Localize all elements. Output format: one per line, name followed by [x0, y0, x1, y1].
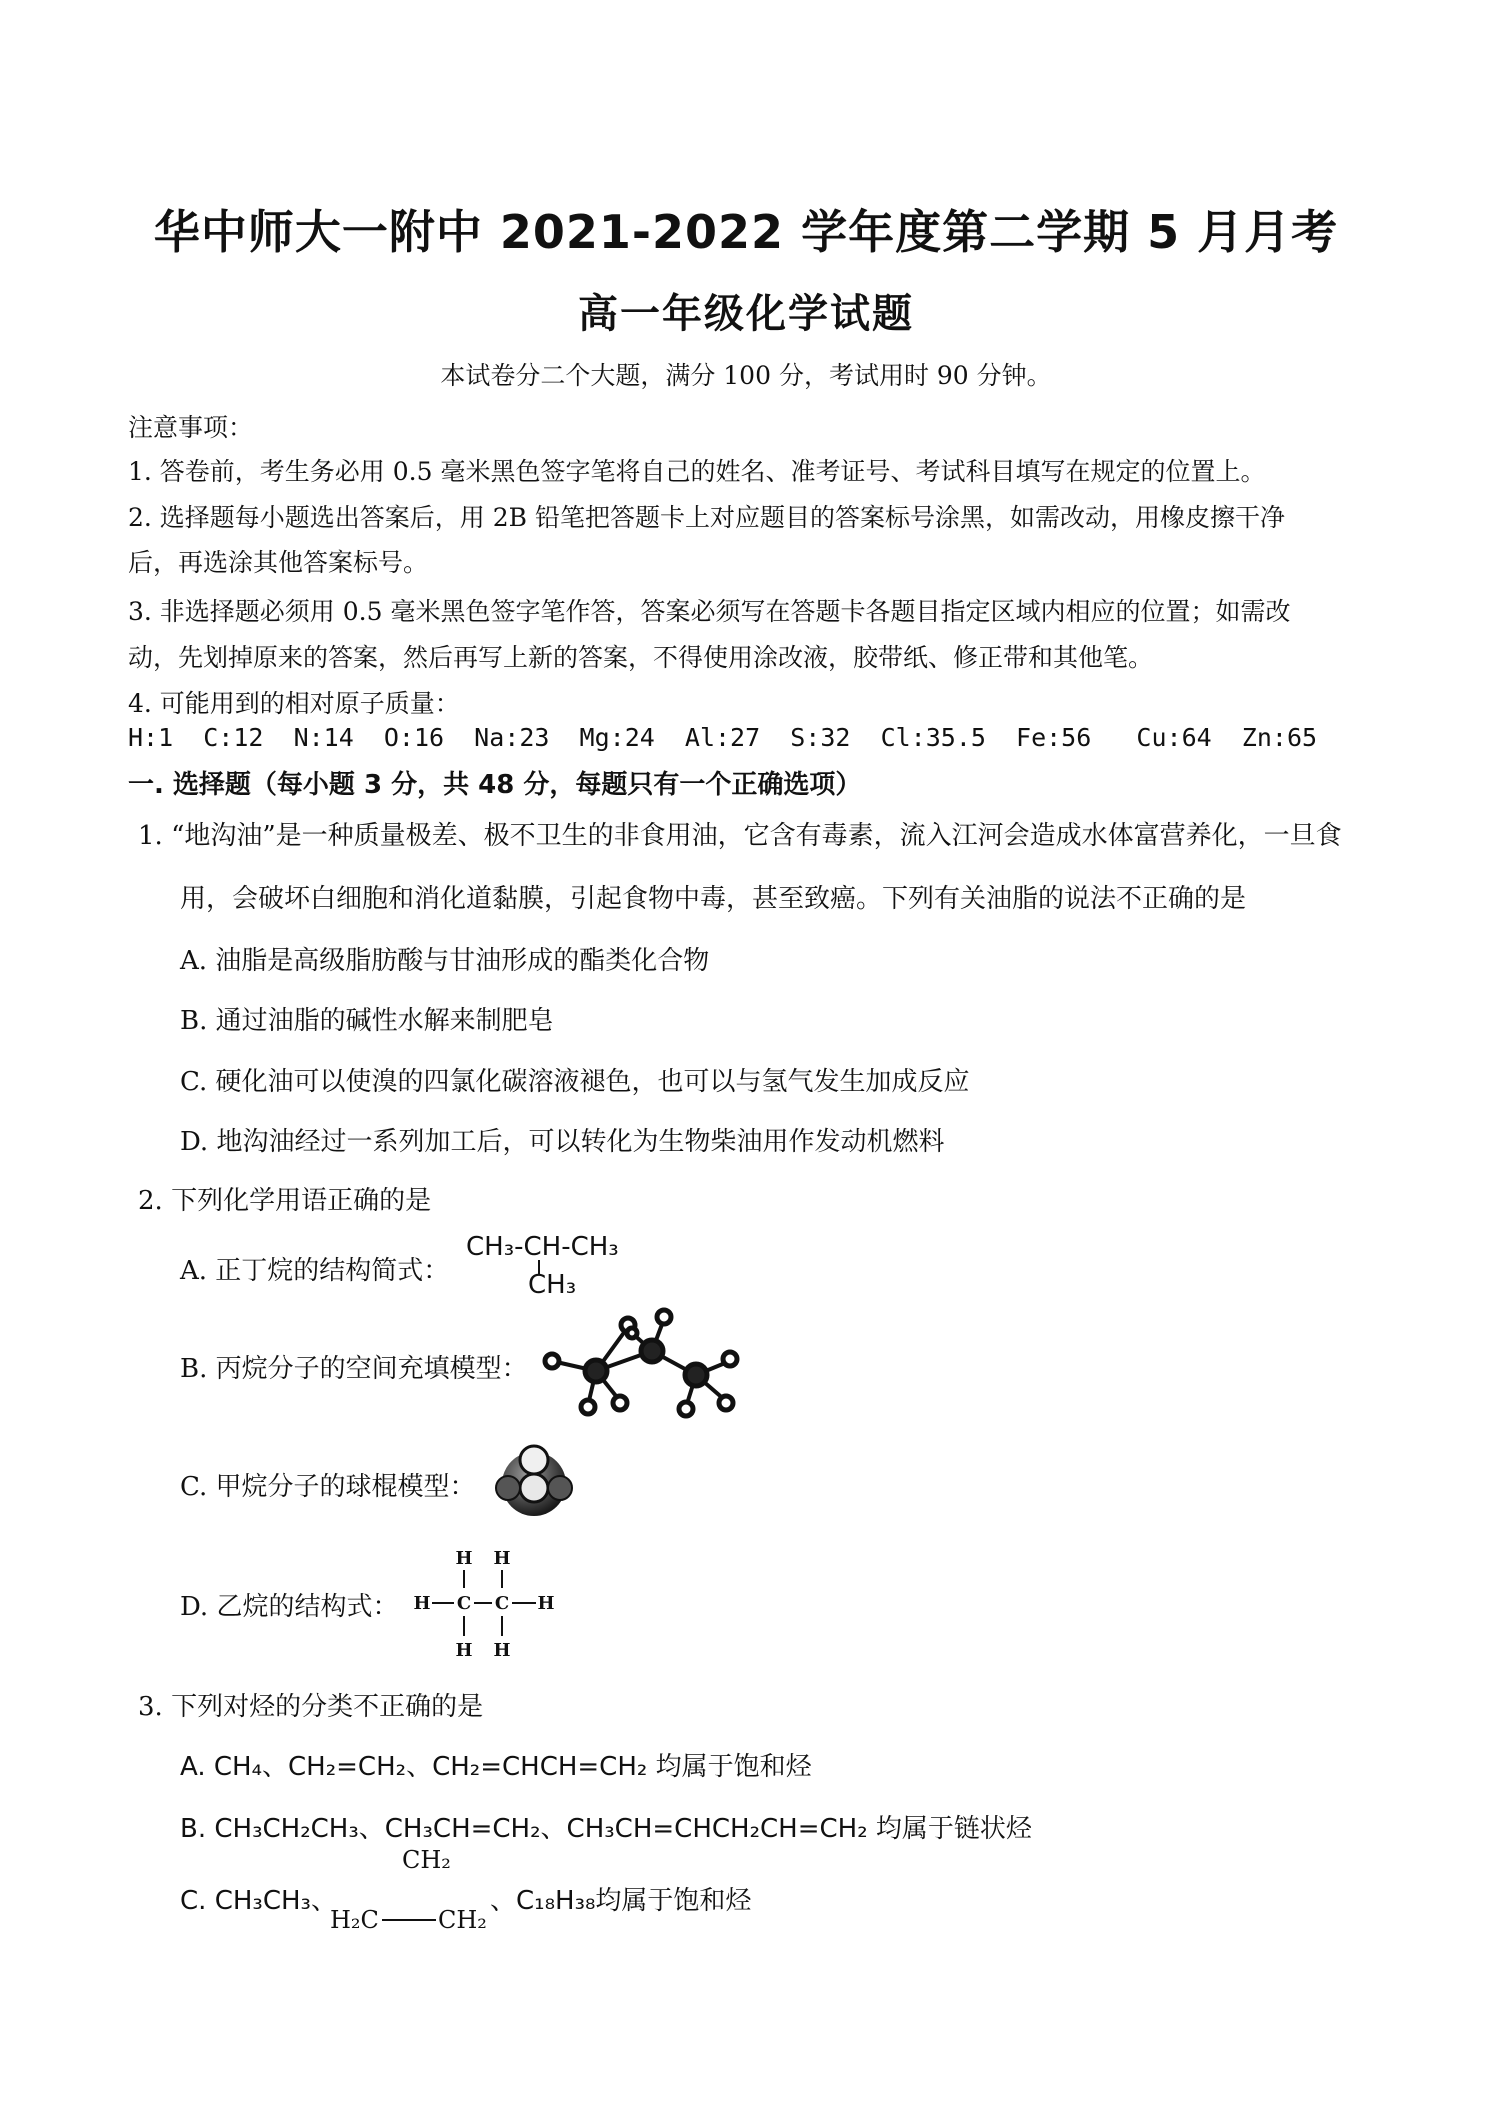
note-1: 1. 答卷前，考生务必用 0.5 毫米黑色签字笔将自己的姓名、准考证号、考试科目填写在规定的位置上。 [128, 457, 1266, 486]
q3-a-formula-2: CH₂=CH₂ [288, 1752, 407, 1782]
ethane-h-top-right: H [493, 1548, 511, 1569]
q1-stem-line-1: 1. “地沟油”是一种质量极差、极不卫生的非食用油，它含有毒素，流入江河会造成水体富营养化，一旦食 [138, 821, 1342, 851]
exam-subtitle: 高一年级化学试题 [578, 291, 914, 337]
q3-b-sep-2: 、 [540, 1814, 567, 1844]
q3-b-sep-1: 、 [358, 1814, 385, 1844]
q3-stem: 3. 下列对烃的分类不正确的是 [138, 1692, 484, 1722]
atomic-masses: H:1 C:12 N:14 O:16 Na:23 Mg:24 Al:27 S:32 Cl:35.5 Fe:56 Cu:64 Zn:65 [128, 723, 1318, 752]
q3-b-label: B. [180, 1814, 207, 1844]
ethane-c-left: C [456, 1593, 472, 1614]
q2-option-a: A. 正丁烷的结构简式： [180, 1256, 450, 1286]
q2-option-d: D. 乙烷的结构式： [180, 1592, 399, 1622]
note-3-line-2: 动，先划掉原来的答案，然后再写上新的答案，不得使用涂改液，胶带纸、修正带和其他笔。 [128, 643, 1154, 672]
q3-a-formula-1: CH₄ [213, 1752, 262, 1782]
q3-c-sep-1: 、 [310, 1886, 337, 1916]
q2-a-branch-bond [530, 1260, 550, 1276]
propane-model-figure [536, 1305, 756, 1425]
q3-c-formula-1: CH₃CH₃ [214, 1886, 311, 1916]
cyclopropane-top: CH₂ [402, 1846, 451, 1874]
q3-option-c [180, 1880, 337, 1917]
q3-option-c-rest [490, 1880, 751, 1917]
exam-info: 本试卷分二个大题，满分 100 分，考试用时 90 分钟。 [440, 361, 1052, 390]
q2-option-c: C. 甲烷分子的球棍模型： [180, 1472, 476, 1502]
q3-a-label: A. [180, 1752, 206, 1782]
q3-b-tail: 均属于链状烃 [867, 1814, 1032, 1844]
q3-b-formula-1: CH₃CH₂CH₃ [214, 1814, 359, 1844]
q3-option-a [180, 1746, 812, 1783]
q3-b-formula-3: CH₃CH=CHCH₂CH=CH₂ [566, 1814, 868, 1844]
ethane-h-bottom-right: H [493, 1640, 511, 1661]
q2-stem: 2. 下列化学用语正确的是 [138, 1186, 432, 1216]
exam-title: 华中师大一附中 2021-2022 学年度第二学期 5 月月考 [153, 205, 1339, 259]
ethane-h-bottom-left: H [455, 1640, 473, 1661]
note-3-line-1: 3. 非选择题必须用 0.5 毫米黑色签字笔作答，答案必须写在答题卡各题目指定区域内相应的位置；如需改 [128, 597, 1291, 626]
ethane-c-right: C [494, 1593, 510, 1614]
q3-c-label: C. [180, 1886, 207, 1916]
note-2-line-2: 后，再选涂其他答案标号。 [128, 548, 429, 577]
ethane-structure-figure [410, 1544, 560, 1664]
q3-a-tail: 均属于饱和烃 [647, 1752, 812, 1782]
q3-c-tail: 均属于饱和烃 [595, 1886, 752, 1916]
q1-stem-line-2: 用，会破坏白细胞和消化道黏膜，引起食物中毒，甚至致癌。下列有关油脂的说法不正确的是 [180, 884, 1247, 914]
q3-a-formula-3: CH₂=CHCH=CH₂ [432, 1752, 648, 1782]
q3-a-sep-2: 、 [406, 1752, 433, 1782]
q2-a-formula-branch: CH₃ [528, 1270, 577, 1300]
q3-c-formula-3: C₁₈H₃₈ [516, 1886, 596, 1916]
q2-a-formula-main: CH₃-CH-CH₃ [466, 1232, 619, 1262]
q1-option-a: A. 油脂是高级脂肪酸与甘油形成的酯类化合物 [180, 946, 710, 976]
ethane-h-top-left: H [455, 1548, 473, 1569]
methane-model-figure [490, 1436, 580, 1526]
notes-heading: 注意事项： [128, 413, 254, 442]
q2-option-b: B. 丙烷分子的空间充填模型： [180, 1354, 528, 1384]
note-2-line-1: 2. 选择题每小题选出答案后，用 2B 铅笔把答题卡上对应题目的答案标号涂黑，如需改动，用橡皮擦干净 [128, 503, 1285, 532]
note-4: 4. 可能用到的相对原子质量： [128, 689, 460, 718]
cyclopropane-left: H₂C [330, 1906, 379, 1934]
q3-a-sep-1: 、 [262, 1752, 289, 1782]
ethane-h-right: H [537, 1593, 555, 1614]
section-1-heading: 一. 选择题（每小题 3 分，共 48 分，每题只有一个正确选项） [128, 770, 862, 800]
cyclopropane-right: CH₂ [438, 1906, 487, 1934]
q3-option-b [180, 1808, 1032, 1845]
q1-option-d: D. 地沟油经过一系列加工后，可以转化为生物柴油用作发动机燃料 [180, 1127, 945, 1157]
q3-c-sep-2: 、 [490, 1886, 517, 1916]
q3-b-formula-2: CH₃CH=CH₂ [384, 1814, 541, 1844]
q1-option-c: C. 硬化油可以使溴的四氯化碳溶液褪色，也可以与氢气发生加成反应 [180, 1067, 970, 1097]
q1-option-b: B. 通过油脂的碱性水解来制肥皂 [180, 1006, 554, 1036]
ethane-h-left: H [413, 1593, 431, 1614]
